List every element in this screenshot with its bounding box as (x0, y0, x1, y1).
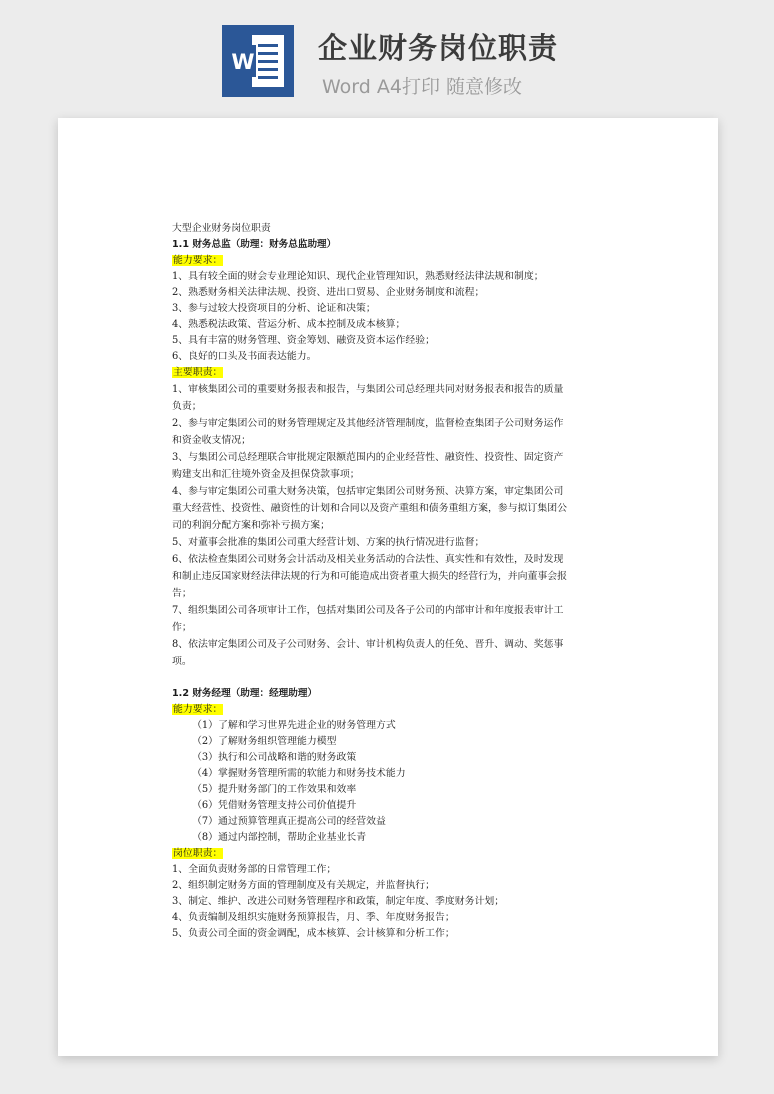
list-item: 1、具有较全面的财会专业理论知识、现代企业管理知识，熟悉财经法律法规和制度； (172, 271, 544, 282)
list-item: 1、审核集团公司的重要财务报表和报告，与集团公司总经理共同对财务报表和报告的质量 (172, 384, 564, 395)
list-item: 购建支出和汇往境外资金及担保贷款事项； (172, 469, 360, 480)
list-item: 4、参与审定集团公司重大财务决策，包括审定集团公司财务预、决算方案，审定集团公司 (172, 486, 564, 497)
list-item: 7、组织集团公司各项审计工作，包括对集团公司及各子公司的内部审计和年度报表审计工 (172, 605, 564, 616)
list-item: 4、负责编制及组织实施财务预算报告，月、季、年度财务报告； (172, 912, 455, 923)
section-2-title: 1.2 财务经理（助理：经理助理） (172, 688, 318, 699)
section-1-ability-label: 能力要求： (173, 255, 223, 266)
list-item: （4）掌握财务管理所需的软能力和财务技术能力 (192, 768, 406, 779)
list-item: 5、对董事会批准的集团公司重大经营计划、方案的执行情况进行监督； (172, 537, 485, 548)
list-item: （5）提升财务部门的工作效果和效率 (192, 784, 357, 795)
section-2-ability-label: 能力要求： (173, 704, 223, 715)
document-title: 企业财务岗位职责 (318, 31, 559, 65)
list-item: 和制止违反国家财经法律法规的行为和可能造成出资者重大损失的经营行为，并向董事会报 (172, 571, 568, 582)
list-item: 作； (172, 622, 192, 633)
list-item: 2、熟悉财务相关法律法规、投资、进出口贸易、企业财务制度和流程； (172, 287, 485, 298)
document-heading: 大型企业财务岗位职责 (172, 223, 271, 234)
list-item: （1）了解和学习世界先进企业的财务管理方式 (192, 720, 396, 731)
word-document-icon (222, 25, 294, 97)
list-item: （3）执行和公司战略和谐的财务政策 (192, 752, 357, 763)
list-item: 6、依法检查集团公司财务会计活动及相关业务活动的合法性、真实性和有效性，及时发现 (172, 554, 564, 565)
list-item: 3、参与过较大投资项目的分析、论证和决策； (172, 303, 376, 314)
svg-text:W: W (231, 50, 255, 74)
document-page (58, 118, 718, 1056)
list-item: 4、熟悉税法政策、营运分析、成本控制及成本核算； (172, 319, 406, 330)
list-item: 重大经营性、投资性、融资性的计划和合同以及资产重组和债务重组方案，参与拟订集团公 (172, 503, 568, 514)
list-item: 3、与集团公司总经理联合审批规定限额范围内的企业经营性、融资性、投资性、固定资产 (172, 452, 564, 463)
section-2-duty-label: 岗位职责： (173, 848, 223, 859)
list-item: 和资金收支情况； (172, 435, 252, 446)
list-item: 5、负责公司全面的资金调配，成本核算、会计核算和分析工作； (172, 928, 455, 939)
list-item: 1、全面负责财务部的日常管理工作； (172, 864, 337, 875)
list-item: 2、参与审定集团公司的财务管理规定及其他经济管理制度，监督检查集团子公司财务运作 (172, 418, 564, 429)
list-item: 6、良好的口头及书面表达能力。 (172, 351, 317, 362)
list-item: 司的利润分配方案和弥补亏损方案； (172, 520, 331, 531)
header (0, 0, 774, 110)
list-item: （2）了解财务组织管理能力模型 (192, 736, 337, 747)
list-item: （8）通过内部控制，帮助企业基业长青 (192, 832, 367, 843)
section-1-duty-label: 主要职责： (173, 367, 223, 378)
list-item: 3、制定、维护、改进公司财务管理程序和政策，制定年度、季度财务计划； (172, 896, 505, 907)
list-item: 项。 (172, 656, 192, 667)
list-item: 8、依法审定集团公司及子公司财务、会计、审计机构负责人的任免、晋升、调动、奖惩事 (172, 639, 564, 650)
list-item: （6）凭借财务管理支持公司价值提升 (192, 800, 357, 811)
list-item: 负责； (172, 401, 202, 412)
section-1-title: 1.1 财务总监（助理：财务总监助理） (172, 239, 337, 250)
document-subtitle: Word A4打印 随意修改 (322, 76, 523, 98)
list-item: 5、具有丰富的财务管理、资金筹划、融资及资本运作经验； (172, 335, 436, 346)
list-item: 2、组织制定财务方面的管理制度及有关规定，并监督执行； (172, 880, 436, 891)
list-item: 告； (172, 588, 192, 599)
list-item: （7）通过预算管理真正提高公司的经营效益 (192, 816, 386, 827)
